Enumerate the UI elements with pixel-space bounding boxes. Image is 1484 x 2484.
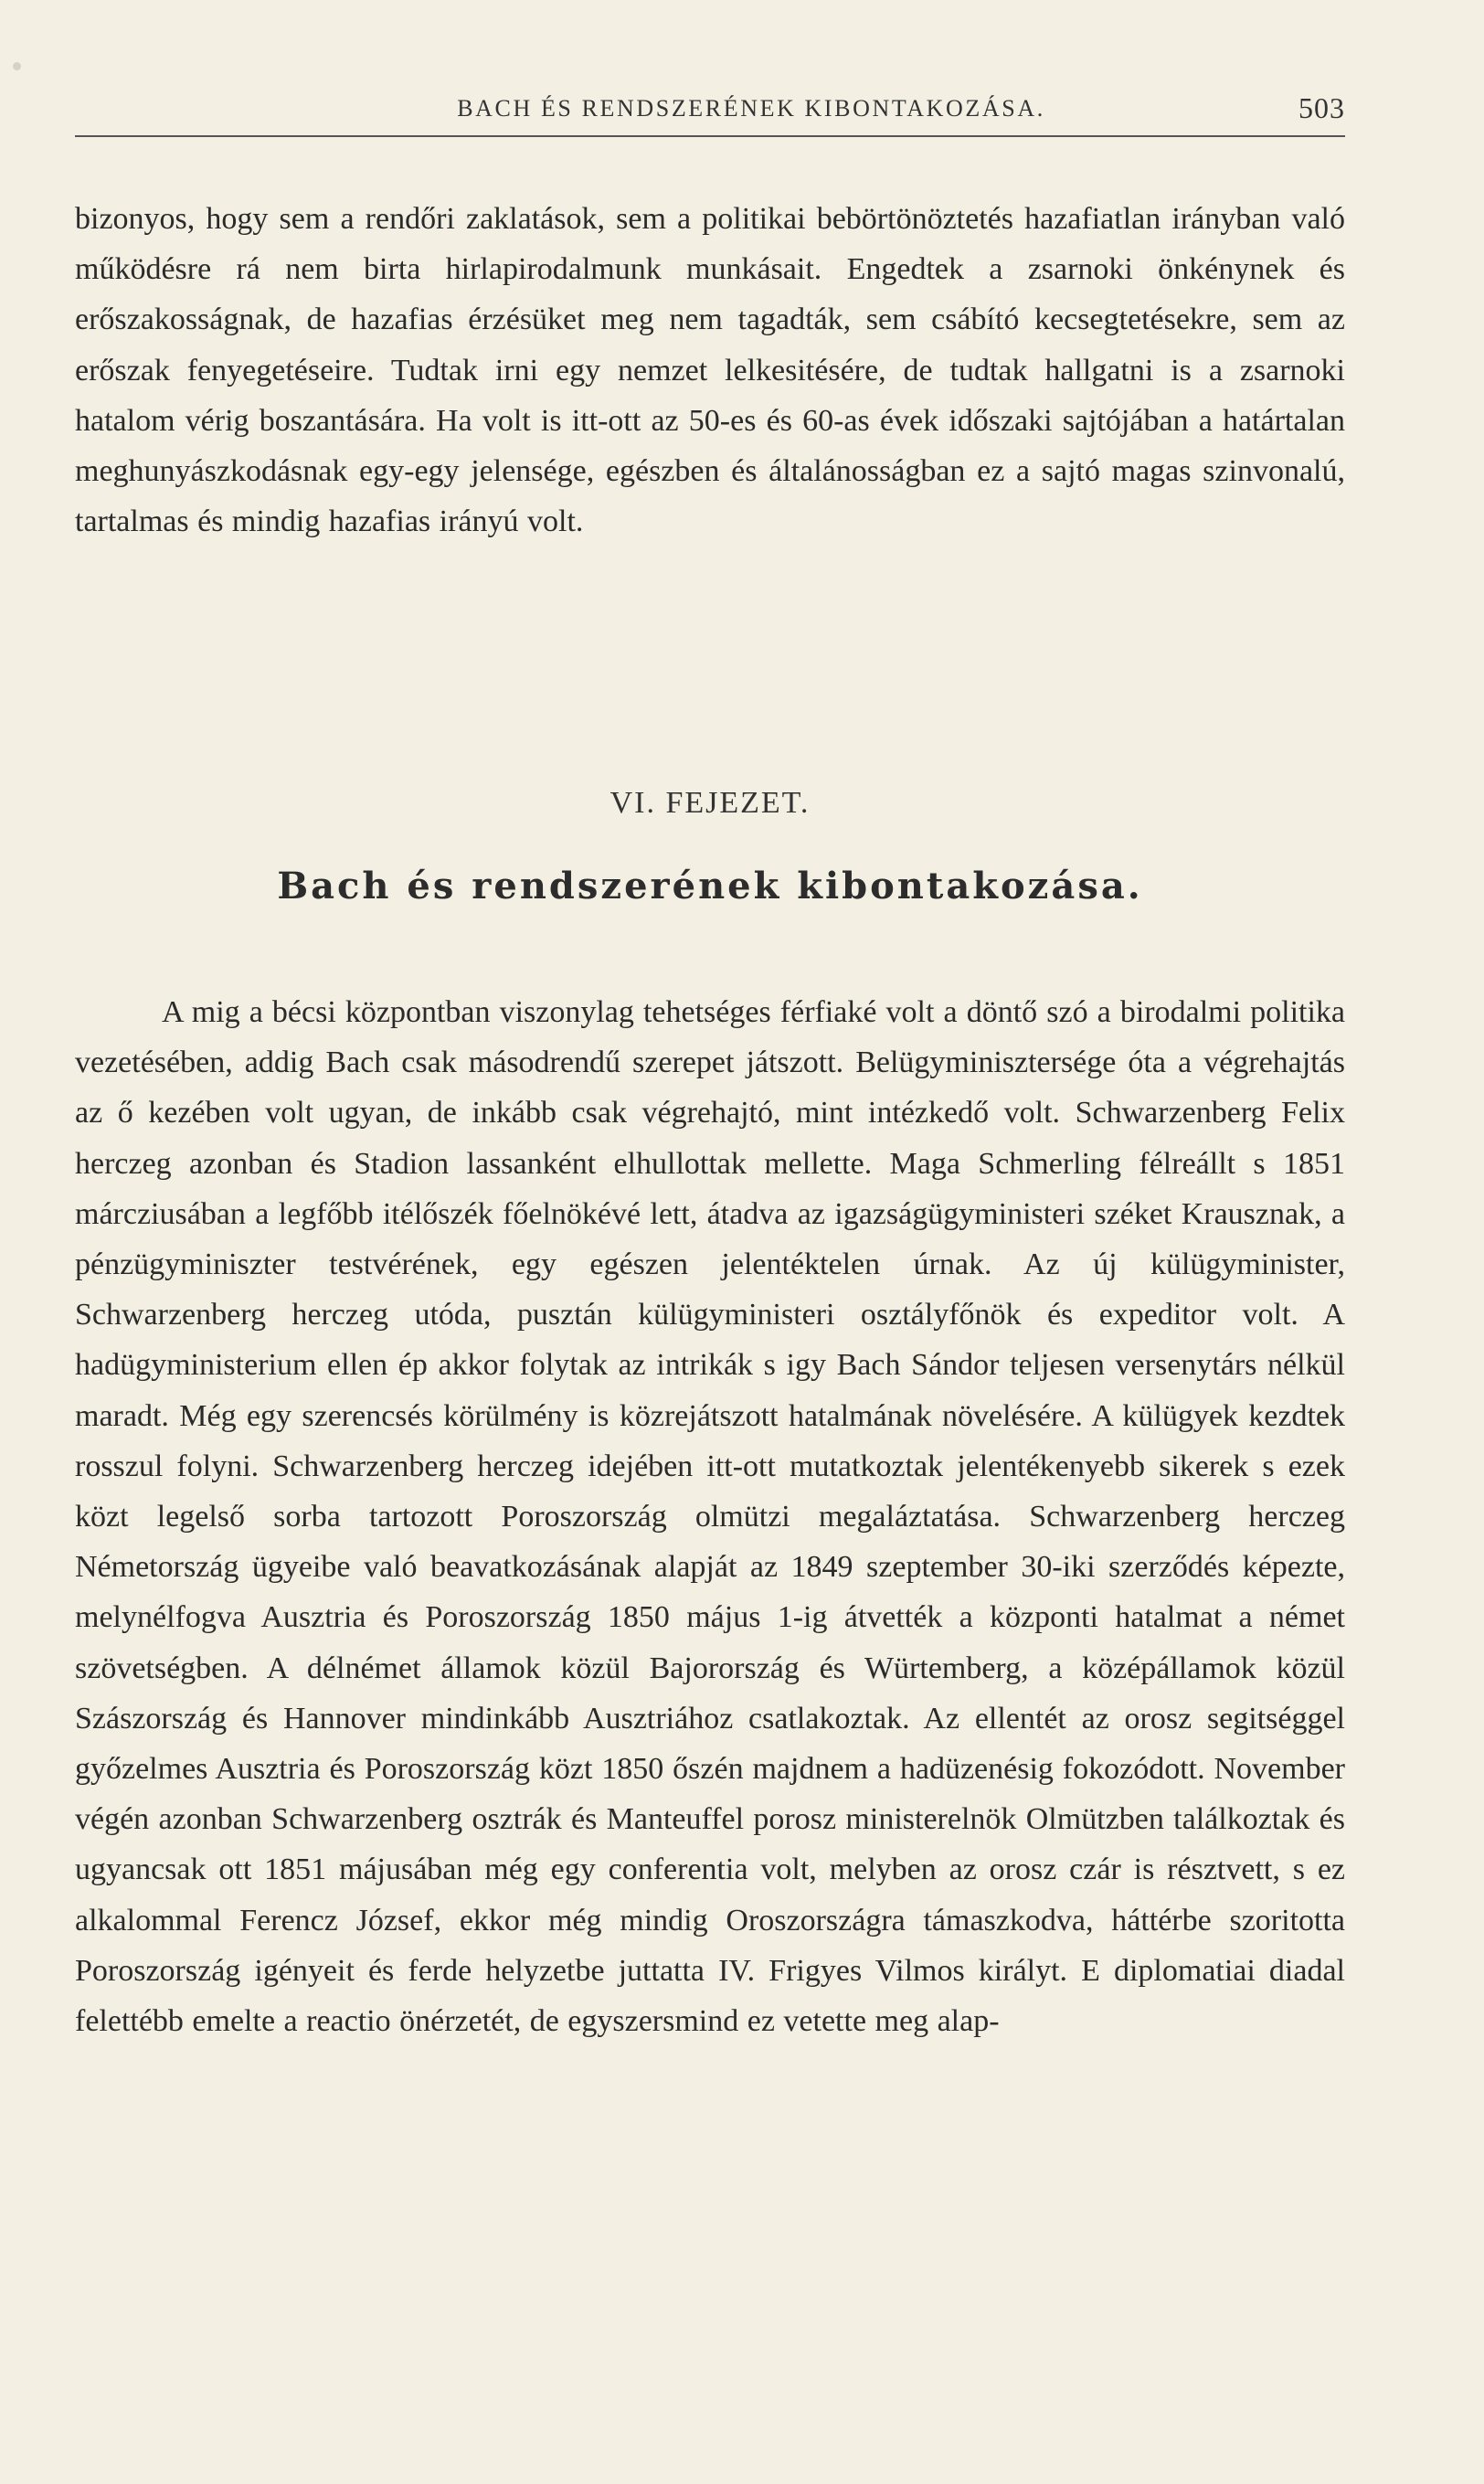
page-number: 503	[1298, 91, 1345, 124]
running-title: BACH ÉS RENDSZERÉNEK KIBONTAKOZÁSA.	[457, 95, 1045, 122]
intro-text-block	[75, 194, 1345, 547]
main-paragraph: A mig a bécsi központban viszonylag tehetséges férfiaké volt a döntő szó a birodalmi politika vezetésében, addig Bach csak másodrendű szerepet játszott. Belügyminisztersége óta a végrehajtás az ő kezében volt ugyan, de inkább csak végrehajtó, mint intézkedő volt. Schwarzenberg Felix herczeg azonban és Stadion lassanként elhullottak mellette. Maga Schmerling félreállt s 1851 márcziusában a legfőbb itélőszék főelnökévé lett, átadva az igazságügyministeri széket Krausznak, a pénzügyminiszter testvérének, egy egészen jelentéktelen úrnak. Az új külügyminister, Schwarzenberg herczeg utóda, pusztán külügyministeri osztályfőnök és expeditor volt. A hadügyministerium ellen ép akkor folytak az intrikák s igy Bach Sándor teljesen versenytárs nélkül maradt. Még egy szerencsés körülmény is közrejátszott hatalmának növelésére. A külügyek kezdtek rosszul folyni. Schwarzenberg herczeg idejében itt-ott mutatkoztak jelentékenyebb sikerek s ezek közt legelső sorba tartozott Poroszország olmützi megaláztatása. Schwarzenberg herczeg Németország ügyeibe való beavatkozásának alapját az 1849 szeptember 30-iki szerződés képezte, melynélfogva Ausztria és Poroszország 1850 május 1-ig átvették a központi hatalmat a német szövetségben. A délnémet államok közül Bajorország és Würtemberg, a középállamok közül Szászország és Hannover mindinkább Ausztriához csatlakoztak. Az ellentét az orosz segitséggel győzelmes Ausztria és Poroszország közt 1850 őszén majdnem a hadüzenésig fokozódott. November végén azonban Schwarzenberg osztrák és Manteuffel porosz ministerelnök Olmützben találkoztak és ugyancsak ott 1851 májusában még egy conferentia volt, melyben az orosz czár is résztvett, s ez alkalommal Ferencz József, ekkor még mindig Oroszországra támaszkodva, háttérbe szoritotta Poroszország igényeit és ferde helyzetbe juttatta IV. Frigyes Vilmos királyt. E diplomatiai diadal felettébb emelte a reactio önérzetét, de egyszersmind ez vetette meg alap-	[75, 995, 1345, 2039]
main-text-block	[75, 987, 1345, 2046]
running-head	[75, 90, 1345, 130]
intro-paragraph: bizonyos, hogy sem a rendőri zaklatások, sem a politikai bebörtönöztetés hazafiatlan irányban való működésre rá nem birta hirlapirodalmunk munkásait. Engedtek a zsarnoki önkénynek és erőszakosságnak, de hazafias érzésüket meg nem tagadták, sem csábító kecsegtetésekre, sem az erőszak fenyegetéseire. Tudtak irni egy nemzet lelkesitésére, de tudtak hallgatni is a zsarnoki hatalom vérig boszantására. Ha volt is itt-ott az 50-es és 60-as évek időszaki sajtójában a határtalan meghunyászkodásnak egy-egy jelensége, egészben és általánosságban ez a sajtó magas szinvonalú, tartalmas és mindig hazafias irányú volt.	[75, 202, 1345, 539]
chapter-number: VI. FEJEZET.	[610, 786, 811, 820]
paper-spot	[13, 62, 21, 70]
header-rule	[75, 135, 1345, 137]
chapter-title: Bach és rendszerének kibontakozása.	[277, 865, 1143, 908]
